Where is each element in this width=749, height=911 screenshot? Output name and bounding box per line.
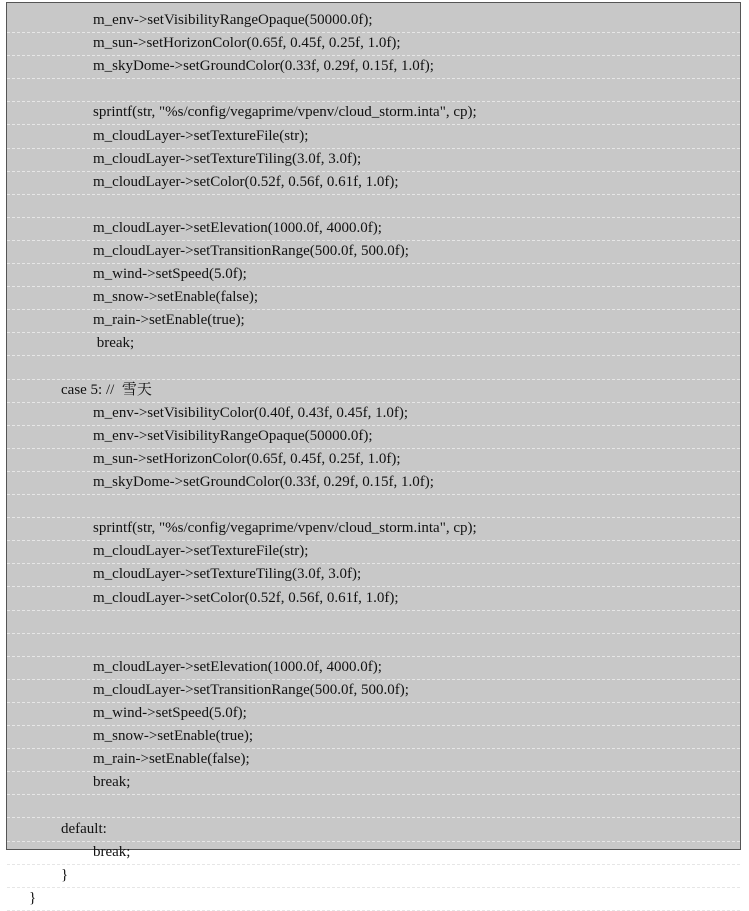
code-line: m_wind->setSpeed(5.0f);	[7, 263, 740, 286]
code-line: m_rain->setEnable(false);	[7, 748, 740, 771]
code-line: m_cloudLayer->setColor(0.52f, 0.56f, 0.61f, 1.0f);	[7, 587, 740, 610]
code-line: m_snow->setEnable(true);	[7, 725, 740, 748]
code-line: m_env->setVisibilityRangeOpaque(50000.0f);	[7, 425, 740, 448]
code-line: m_cloudLayer->setTransitionRange(500.0f, 500.0f);	[7, 679, 740, 702]
code-line: m_cloudLayer->setTransitionRange(500.0f, 500.0f);	[7, 240, 740, 263]
code-blank-line	[7, 78, 740, 101]
code-blank-line	[7, 356, 740, 379]
code-line: m_sun->setHorizonColor(0.65f, 0.45f, 0.25f, 1.0f);	[7, 32, 740, 55]
code-line: break;	[7, 771, 740, 794]
code-line: m_cloudLayer->setTextureTiling(3.0f, 3.0f);	[7, 148, 740, 171]
code-line: case 5: // 雪天	[7, 379, 740, 402]
code-blank-line	[7, 194, 740, 217]
code-line: m_skyDome->setGroundColor(0.33f, 0.29f, 0.15f, 1.0f);	[7, 471, 740, 494]
code-blank-line	[7, 610, 740, 633]
code-line: m_sun->setHorizonColor(0.65f, 0.45f, 0.25f, 1.0f);	[7, 448, 740, 471]
code-line: }	[7, 887, 740, 910]
code-blank-line	[7, 633, 740, 656]
code-line: m_snow->setEnable(false);	[7, 286, 740, 309]
code-line: m_cloudLayer->setTextureFile(str);	[7, 540, 740, 563]
code-line: }	[7, 864, 740, 887]
code-line: sprintf(str, "%s/config/vegaprime/vpenv/cloud_storm.inta", cp);	[7, 101, 740, 124]
code-line: m_env->setVisibilityColor(0.40f, 0.43f, 0.45f, 1.0f);	[7, 402, 740, 425]
code-line: m_cloudLayer->setTextureTiling(3.0f, 3.0f);	[7, 563, 740, 586]
code-line: m_cloudLayer->setElevation(1000.0f, 4000.0f);	[7, 217, 740, 240]
code-line: m_cloudLayer->setElevation(1000.0f, 4000.0f);	[7, 656, 740, 679]
code-line: break;	[7, 841, 740, 864]
code-line: sprintf(str, "%s/config/vegaprime/vpenv/cloud_storm.inta", cp);	[7, 517, 740, 540]
code-line: m_cloudLayer->setColor(0.52f, 0.56f, 0.61f, 1.0f);	[7, 171, 740, 194]
code-listing	[6, 2, 741, 906]
code-line: default:	[7, 818, 740, 841]
code-line: m_skyDome->setGroundColor(0.33f, 0.29f, 0.15f, 1.0f);	[7, 55, 740, 78]
code-blank-line	[7, 494, 740, 517]
code-blank-line	[7, 794, 740, 817]
code-line: break;	[7, 332, 740, 355]
code-line: m_rain->setEnable(true);	[7, 309, 740, 332]
code-line: m_cloudLayer->setTextureFile(str);	[7, 125, 740, 148]
code-line: m_wind->setSpeed(5.0f);	[7, 702, 740, 725]
code-line: m_env->setVisibilityRangeOpaque(50000.0f);	[7, 9, 740, 32]
